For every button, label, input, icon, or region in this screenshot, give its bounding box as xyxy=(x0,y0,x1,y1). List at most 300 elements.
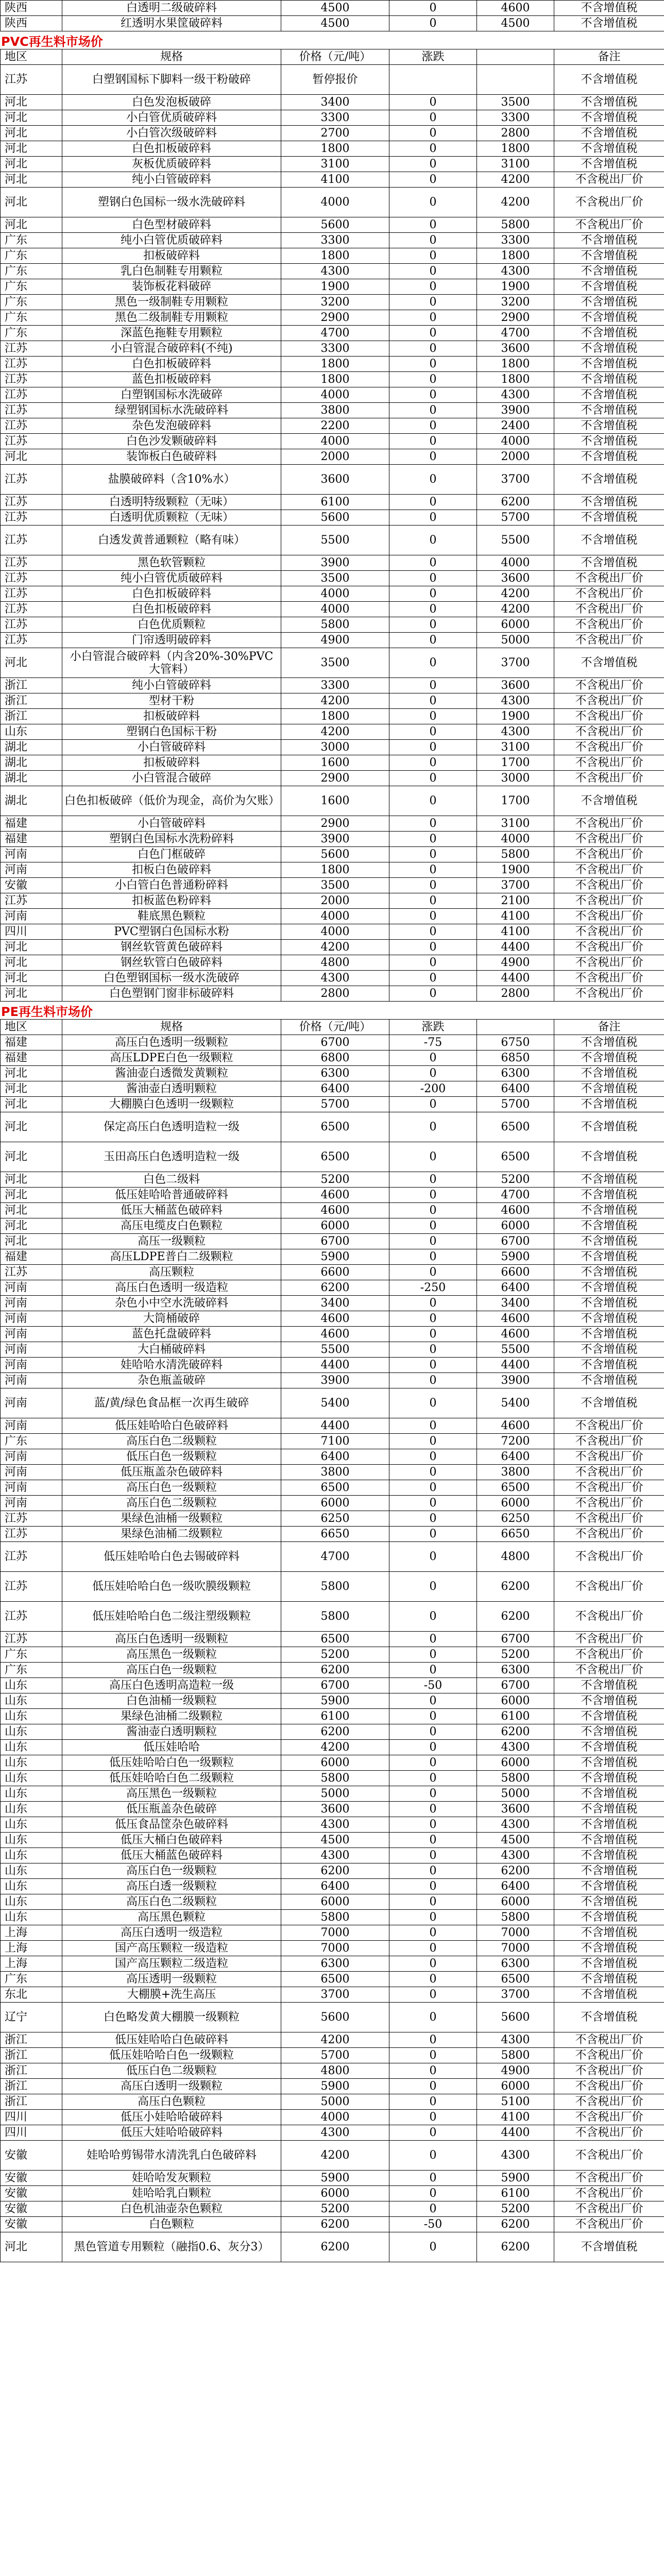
region-cell: 河南 xyxy=(1,1496,62,1511)
note-cell: 不含增值税 xyxy=(554,1327,664,1342)
spec-cell: 高压白色二级颗粒 xyxy=(62,1496,281,1511)
note-cell: 不含税出厂价 xyxy=(554,571,664,586)
note-cell: 不含增值税 xyxy=(554,326,664,341)
spec-cell: 扣板破碎料 xyxy=(62,709,281,724)
change-cell: 0 xyxy=(389,2125,477,2141)
prev-price-cell: 4500 xyxy=(477,1833,554,1848)
change-cell: 0 xyxy=(389,418,477,434)
prev-price-cell: 5500 xyxy=(477,526,554,555)
price-cell: 2200 xyxy=(281,418,389,434)
price-cell: 6000 xyxy=(281,2186,389,2201)
region-cell: 江苏 xyxy=(1,555,62,571)
prev-price-cell: 4300 xyxy=(477,264,554,279)
spec-cell: 果绿色油桶二级颗粒 xyxy=(62,1527,281,1542)
note-cell: 不含税出厂价 xyxy=(554,2141,664,2171)
table-row xyxy=(1,1802,664,1817)
change-cell: 0 xyxy=(389,862,477,878)
spec-cell: 酱油壶白透明颗粒 xyxy=(62,1081,281,1097)
prev-price-cell: 6000 xyxy=(477,1894,554,1910)
region-cell: 河北 xyxy=(1,1218,62,1234)
price-cell: 4500 xyxy=(281,16,389,31)
change-cell: 0 xyxy=(389,909,477,924)
change-cell: 0 xyxy=(389,1511,477,1527)
change-cell: 0 xyxy=(389,1234,477,1249)
spec-cell: 塑钢白色国标水洗粉碎料 xyxy=(62,832,281,847)
price-cell: 2700 xyxy=(281,126,389,141)
prev-price-cell: 5600 xyxy=(477,2003,554,2032)
prev-price-cell: 6000 xyxy=(477,1693,554,1709)
change-cell: 0 xyxy=(389,157,477,172)
spec-cell: 低压娃哈哈白色破碎料 xyxy=(62,2032,281,2048)
price-cell: 1600 xyxy=(281,755,389,771)
table-row xyxy=(1,1,664,16)
change-cell: 0 xyxy=(389,1786,477,1802)
region-cell: 广东 xyxy=(1,279,62,295)
table-row xyxy=(1,617,664,633)
change-cell: 0 xyxy=(389,2186,477,2201)
change-cell: 0 xyxy=(389,2171,477,2186)
table-row xyxy=(1,172,664,188)
spec-cell: 娃哈哈剪锡带水清洗乳白色破碎料 xyxy=(62,2141,281,2171)
table-row xyxy=(1,955,664,971)
region-cell: 江苏 xyxy=(1,526,62,555)
spec-cell: 低压瓶盖杂色破碎料 xyxy=(62,1465,281,1480)
note-cell: 不含增值税 xyxy=(554,1249,664,1265)
spec-cell: 小白管次级破碎料 xyxy=(62,126,281,141)
note-cell: 不含增值税 xyxy=(554,1740,664,1755)
note-cell: 不含增值税 xyxy=(554,1863,664,1879)
table-row xyxy=(1,771,664,786)
pe-table xyxy=(0,1019,664,2262)
table-row xyxy=(1,1358,664,1373)
region-cell: 河北 xyxy=(1,1066,62,1081)
region-cell: 江苏 xyxy=(1,495,62,510)
table-row xyxy=(1,1786,664,1802)
table-row xyxy=(1,724,664,740)
region-cell: 四川 xyxy=(1,2110,62,2125)
table-row xyxy=(1,1418,664,1434)
region-cell: 山东 xyxy=(1,1910,62,1925)
change-cell: 0 xyxy=(389,1956,477,1972)
prev-price-cell: 1800 xyxy=(477,372,554,387)
prev-price-cell: 3600 xyxy=(477,571,554,586)
spec-cell: 白透发黄普通颗粒（略有味） xyxy=(62,526,281,555)
header-price: 价格（元/吨） xyxy=(281,49,389,65)
prev-price-cell: 6000 xyxy=(477,1755,554,1771)
region-cell: 河南 xyxy=(1,1465,62,1480)
price-cell: 5800 xyxy=(281,617,389,633)
spec-cell: 高压白色一级颗粒 xyxy=(62,1663,281,1678)
table-row xyxy=(1,740,664,755)
spec-cell: 塑钢白色国标干粉 xyxy=(62,724,281,740)
region-cell: 河南 xyxy=(1,1342,62,1358)
spec-cell: 高压白色透明高造粒一级 xyxy=(62,1678,281,1693)
region-cell: 江苏 xyxy=(1,510,62,526)
table-row xyxy=(1,847,664,862)
price-cell: 5400 xyxy=(281,1388,389,1418)
price-cell: 6700 xyxy=(281,1035,389,1050)
price-cell: 3400 xyxy=(281,1296,389,1311)
prev-price-cell: 3800 xyxy=(477,1465,554,1480)
note-cell: 不含增值税 xyxy=(554,310,664,326)
region-cell: 河南 xyxy=(1,1358,62,1373)
table-row xyxy=(1,2186,664,2201)
change-cell: 0 xyxy=(389,1418,477,1434)
note-cell: 不含增值税 xyxy=(554,1941,664,1956)
spec-cell: 白色型材破碎料 xyxy=(62,217,281,233)
price-cell: 6200 xyxy=(281,1280,389,1296)
note-cell: 不含增值税 xyxy=(554,449,664,465)
prev-price-cell: 3900 xyxy=(477,1373,554,1388)
price-cell: 7000 xyxy=(281,1925,389,1941)
prev-price-cell: 4200 xyxy=(477,586,554,602)
table-row xyxy=(1,1663,664,1678)
table-row xyxy=(1,2201,664,2217)
pe-header-row xyxy=(1,1020,664,1035)
region-cell: 河北 xyxy=(1,141,62,157)
change-cell: 0 xyxy=(389,893,477,909)
prev-price-cell: 5000 xyxy=(477,1786,554,1802)
table-row xyxy=(1,555,664,571)
price-cell: 3300 xyxy=(281,110,389,126)
header-prev xyxy=(477,1020,554,1035)
change-cell: 0 xyxy=(389,1265,477,1280)
prev-price-cell: 5800 xyxy=(477,1771,554,1786)
note-cell: 不含增值税 xyxy=(554,1388,664,1418)
pvc-section-title: PVC再生料市场价 xyxy=(1,35,103,49)
note-cell: 不含税出厂价 xyxy=(554,862,664,878)
note-cell: 不含增值税 xyxy=(554,1802,664,1817)
price-cell: 1600 xyxy=(281,786,389,816)
prev-price-cell: 1800 xyxy=(477,357,554,372)
spec-cell: 低压娃哈哈白色二级注塑级颗粒 xyxy=(62,1602,281,1632)
table-row xyxy=(1,1879,664,1894)
prev-price-cell: 6500 xyxy=(477,1112,554,1142)
change-cell: 0 xyxy=(389,1112,477,1142)
table-row xyxy=(1,586,664,602)
price-cell: 5700 xyxy=(281,1097,389,1112)
table-row xyxy=(1,2232,664,2262)
note-cell: 不含增值税 xyxy=(554,1265,664,1280)
table-row xyxy=(1,1647,664,1663)
table-row xyxy=(1,526,664,555)
note-cell: 不含增值税 xyxy=(554,1,664,16)
spec-cell: 大筒桶破碎 xyxy=(62,1311,281,1327)
prev-price-cell: 6750 xyxy=(477,1035,554,1050)
prev-price-cell: 4100 xyxy=(477,924,554,940)
prev-price-cell: 4900 xyxy=(477,2063,554,2079)
change-cell: 0 xyxy=(389,495,477,510)
table-row xyxy=(1,1311,664,1327)
note-cell: 不含增值税 xyxy=(554,1786,664,1802)
note-cell: 不含增值税 xyxy=(554,248,664,264)
table-row xyxy=(1,1572,664,1602)
spec-cell: 扣板破碎料 xyxy=(62,755,281,771)
table-row xyxy=(1,1755,664,1771)
change-cell: 0 xyxy=(389,971,477,986)
prev-price-cell: 4600 xyxy=(477,1327,554,1342)
price-cell: 2900 xyxy=(281,816,389,832)
price-cell: 4100 xyxy=(281,172,389,188)
region-cell: 安徽 xyxy=(1,2201,62,2217)
change-cell: 0 xyxy=(389,95,477,110)
region-cell: 河北 xyxy=(1,110,62,126)
change-cell: 0 xyxy=(389,172,477,188)
region-cell: 河北 xyxy=(1,1172,62,1188)
price-cell: 3500 xyxy=(281,878,389,893)
region-cell: 福建 xyxy=(1,816,62,832)
change-cell xyxy=(389,65,477,95)
prev-price-cell: 4200 xyxy=(477,602,554,617)
table-row xyxy=(1,909,664,924)
table-row xyxy=(1,648,664,678)
price-cell: 6400 xyxy=(281,1449,389,1465)
spec-cell: 小白管混合破碎 xyxy=(62,771,281,786)
table-row xyxy=(1,1632,664,1647)
note-cell: 不含增值税 xyxy=(554,495,664,510)
spec-cell: 高压黑色一级颗粒 xyxy=(62,1647,281,1663)
table-row xyxy=(1,141,664,157)
prev-price-cell: 4600 xyxy=(477,1,554,16)
table-row xyxy=(1,1373,664,1388)
note-cell: 不含增值税 xyxy=(554,341,664,357)
change-cell: 0 xyxy=(389,1,477,16)
spec-cell: 低压大桶白色破碎料 xyxy=(62,1833,281,1848)
prev-price-cell: 7000 xyxy=(477,1941,554,1956)
region-cell: 福建 xyxy=(1,832,62,847)
table-row xyxy=(1,1050,664,1066)
change-cell: 0 xyxy=(389,1632,477,1647)
spec-cell: 高压白色二级颗粒 xyxy=(62,1894,281,1910)
region-cell: 福建 xyxy=(1,1035,62,1050)
region-cell: 广东 xyxy=(1,310,62,326)
note-cell: 不含增值税 xyxy=(554,1925,664,1941)
table-row xyxy=(1,1724,664,1740)
pvc-table xyxy=(0,49,664,1002)
prev-price-cell: 6000 xyxy=(477,1218,554,1234)
price-cell: 4800 xyxy=(281,2063,389,2079)
note-cell: 不含税出厂价 xyxy=(554,1572,664,1602)
table-row xyxy=(1,924,664,940)
spec-cell: 小白管破碎料 xyxy=(62,816,281,832)
note-cell: 不含税出厂价 xyxy=(554,2186,664,2201)
spec-cell: 深蓝色拖鞋专用颗粒 xyxy=(62,326,281,341)
region-cell: 河北 xyxy=(1,126,62,141)
table-row xyxy=(1,1511,664,1527)
table-row xyxy=(1,1925,664,1941)
note-cell: 不含增值税 xyxy=(554,357,664,372)
header-price: 价格（元/吨） xyxy=(281,1020,389,1035)
table-row xyxy=(1,1265,664,1280)
prev-price-cell: 7200 xyxy=(477,1434,554,1449)
change-cell: 0 xyxy=(389,1465,477,1480)
spec-cell: 低压瓶盖杂色破碎 xyxy=(62,1802,281,1817)
spec-cell: 黑色管道专用颗粒（融指0.6、灰分3） xyxy=(62,2232,281,2262)
prev-price-cell: 6700 xyxy=(477,1632,554,1647)
note-cell: 不含增值税 xyxy=(554,1724,664,1740)
table-row xyxy=(1,1249,664,1265)
spec-cell: PVC塑钢白色国标水粉 xyxy=(62,924,281,940)
change-cell: 0 xyxy=(389,1755,477,1771)
note-cell: 不含税出厂价 xyxy=(554,2048,664,2063)
prev-price-cell: 4500 xyxy=(477,16,554,31)
table-row xyxy=(1,217,664,233)
price-cell: 5600 xyxy=(281,2003,389,2032)
change-cell: 0 xyxy=(389,248,477,264)
price-cell: 5600 xyxy=(281,217,389,233)
region-cell: 江苏 xyxy=(1,571,62,586)
table-row xyxy=(1,418,664,434)
change-cell: 0 xyxy=(389,1449,477,1465)
note-cell: 不含增值税 xyxy=(554,2232,664,2262)
price-cell: 4600 xyxy=(281,1327,389,1342)
prev-price-cell: 4400 xyxy=(477,2125,554,2141)
table-row xyxy=(1,2217,664,2232)
note-cell: 不含税出厂价 xyxy=(554,2079,664,2094)
table-row xyxy=(1,1542,664,1572)
price-cell: 6000 xyxy=(281,1218,389,1234)
table-row xyxy=(1,1035,664,1050)
region-cell: 山东 xyxy=(1,1894,62,1910)
change-cell: 0 xyxy=(389,1142,477,1172)
price-cell: 6700 xyxy=(281,1234,389,1249)
region-cell: 东北 xyxy=(1,1987,62,2003)
prev-price-cell: 5900 xyxy=(477,1249,554,1265)
note-cell: 不含税出厂价 xyxy=(554,2110,664,2125)
spec-cell: 白色扣板破碎料 xyxy=(62,141,281,157)
prev-price-cell: 3100 xyxy=(477,816,554,832)
prev-price-cell: 6000 xyxy=(477,1496,554,1511)
price-cell: 5700 xyxy=(281,2048,389,2063)
spec-cell: 小白管破碎料 xyxy=(62,740,281,755)
price-cell: 5500 xyxy=(281,526,389,555)
prev-price-cell: 3200 xyxy=(477,295,554,310)
spec-cell: 钢丝软管白色破碎料 xyxy=(62,955,281,971)
spec-cell: 灰板优质破碎料 xyxy=(62,157,281,172)
prev-price-cell: 6500 xyxy=(477,1480,554,1496)
table-row xyxy=(1,126,664,141)
header-note: 备注 xyxy=(554,49,664,65)
note-cell: 不含增值税 xyxy=(554,264,664,279)
change-cell: 0 xyxy=(389,2141,477,2171)
note-cell: 不含税出厂价 xyxy=(554,1434,664,1449)
price-cell: 4300 xyxy=(281,264,389,279)
prev-price-cell: 3600 xyxy=(477,341,554,357)
prev-price-cell: 6000 xyxy=(477,2079,554,2094)
pe-section-title: PE再生料市场价 xyxy=(1,1005,93,1019)
spec-cell: 高压白色一级颗粒 xyxy=(62,1480,281,1496)
prev-price-cell: 2100 xyxy=(477,893,554,909)
note-cell: 不含税出厂价 xyxy=(554,586,664,602)
region-cell: 河北 xyxy=(1,940,62,955)
spec-cell: 高压电缆皮白色颗粒 xyxy=(62,1218,281,1234)
change-cell: 0 xyxy=(389,188,477,217)
region-cell: 上海 xyxy=(1,1956,62,1972)
change-cell: 0 xyxy=(389,1663,477,1678)
prev-price-cell: 6700 xyxy=(477,1678,554,1693)
table-row xyxy=(1,1972,664,1987)
table-row xyxy=(1,1496,664,1511)
note-cell: 不含税出厂价 xyxy=(554,771,664,786)
prev-price-cell: 1900 xyxy=(477,709,554,724)
change-cell: 0 xyxy=(389,126,477,141)
spec-cell: 盐膜破碎料（含10%水） xyxy=(62,465,281,495)
prev-price-cell: 4600 xyxy=(477,1203,554,1218)
spec-cell: 蓝/黄/绿色食品框一次再生破碎 xyxy=(62,1388,281,1418)
change-cell: 0 xyxy=(389,648,477,678)
change-cell: 0 xyxy=(389,217,477,233)
prev-price-cell: 5800 xyxy=(477,217,554,233)
note-cell: 不含增值税 xyxy=(554,157,664,172)
change-cell: 0 xyxy=(389,295,477,310)
table-row xyxy=(1,2110,664,2125)
price-cell: 4600 xyxy=(281,1188,389,1203)
price-cell: 3900 xyxy=(281,832,389,847)
region-cell: 湖北 xyxy=(1,740,62,755)
change-cell: 0 xyxy=(389,1373,477,1388)
prev-price-cell: 4300 xyxy=(477,1817,554,1833)
table-row xyxy=(1,449,664,465)
note-cell: 不含税出厂价 xyxy=(554,602,664,617)
change-cell: 0 xyxy=(389,771,477,786)
prev-price-cell: 6700 xyxy=(477,1234,554,1249)
region-cell: 广东 xyxy=(1,326,62,341)
change-cell: 0 xyxy=(389,678,477,693)
note-cell: 不含税出厂价 xyxy=(554,893,664,909)
region-cell: 河南 xyxy=(1,1418,62,1434)
price-cell: 5900 xyxy=(281,1693,389,1709)
note-cell: 不含增值税 xyxy=(554,372,664,387)
change-cell: 0 xyxy=(389,403,477,418)
price-cell: 2800 xyxy=(281,986,389,1002)
prev-price-cell: 2400 xyxy=(477,418,554,434)
change-cell: 0 xyxy=(389,110,477,126)
price-cell: 1800 xyxy=(281,862,389,878)
spec-cell: 果绿色油桶二级颗粒 xyxy=(62,1709,281,1724)
price-cell: 4000 xyxy=(281,434,389,449)
note-cell: 不含增值税 xyxy=(554,1910,664,1925)
table-row xyxy=(1,510,664,526)
spec-cell: 黑色软管颗粒 xyxy=(62,555,281,571)
price-cell: 6100 xyxy=(281,495,389,510)
price-cell: 5800 xyxy=(281,1602,389,1632)
spec-cell: 白色扣板破碎料 xyxy=(62,602,281,617)
note-cell: 不含税出厂价 xyxy=(554,755,664,771)
table-row xyxy=(1,1097,664,1112)
price-cell: 3500 xyxy=(281,648,389,678)
note-cell: 不含税出厂价 xyxy=(554,924,664,940)
price-cell: 4200 xyxy=(281,1740,389,1755)
spec-cell: 纯小白管优质破碎料 xyxy=(62,571,281,586)
prev-price-cell: 1700 xyxy=(477,786,554,816)
price-cell: 4000 xyxy=(281,188,389,217)
spec-cell: 高压黑色颗粒 xyxy=(62,1910,281,1925)
table-row xyxy=(1,1434,664,1449)
prev-price-cell: 5500 xyxy=(477,1342,554,1358)
prev-price-cell: 4400 xyxy=(477,940,554,955)
price-cell: 3900 xyxy=(281,555,389,571)
change-cell: 0 xyxy=(389,1693,477,1709)
prev-price-cell: 3300 xyxy=(477,110,554,126)
note-cell: 不含税出厂价 xyxy=(554,940,664,955)
table-row xyxy=(1,1280,664,1296)
spec-cell: 低压白色一级颗粒 xyxy=(62,1449,281,1465)
spec-cell: 杂色小中空水洗破碎料 xyxy=(62,1296,281,1311)
region-cell: 湖北 xyxy=(1,786,62,816)
note-cell: 不含税出厂价 xyxy=(554,1465,664,1480)
prev-price-cell: 1700 xyxy=(477,755,554,771)
table-row xyxy=(1,1848,664,1863)
